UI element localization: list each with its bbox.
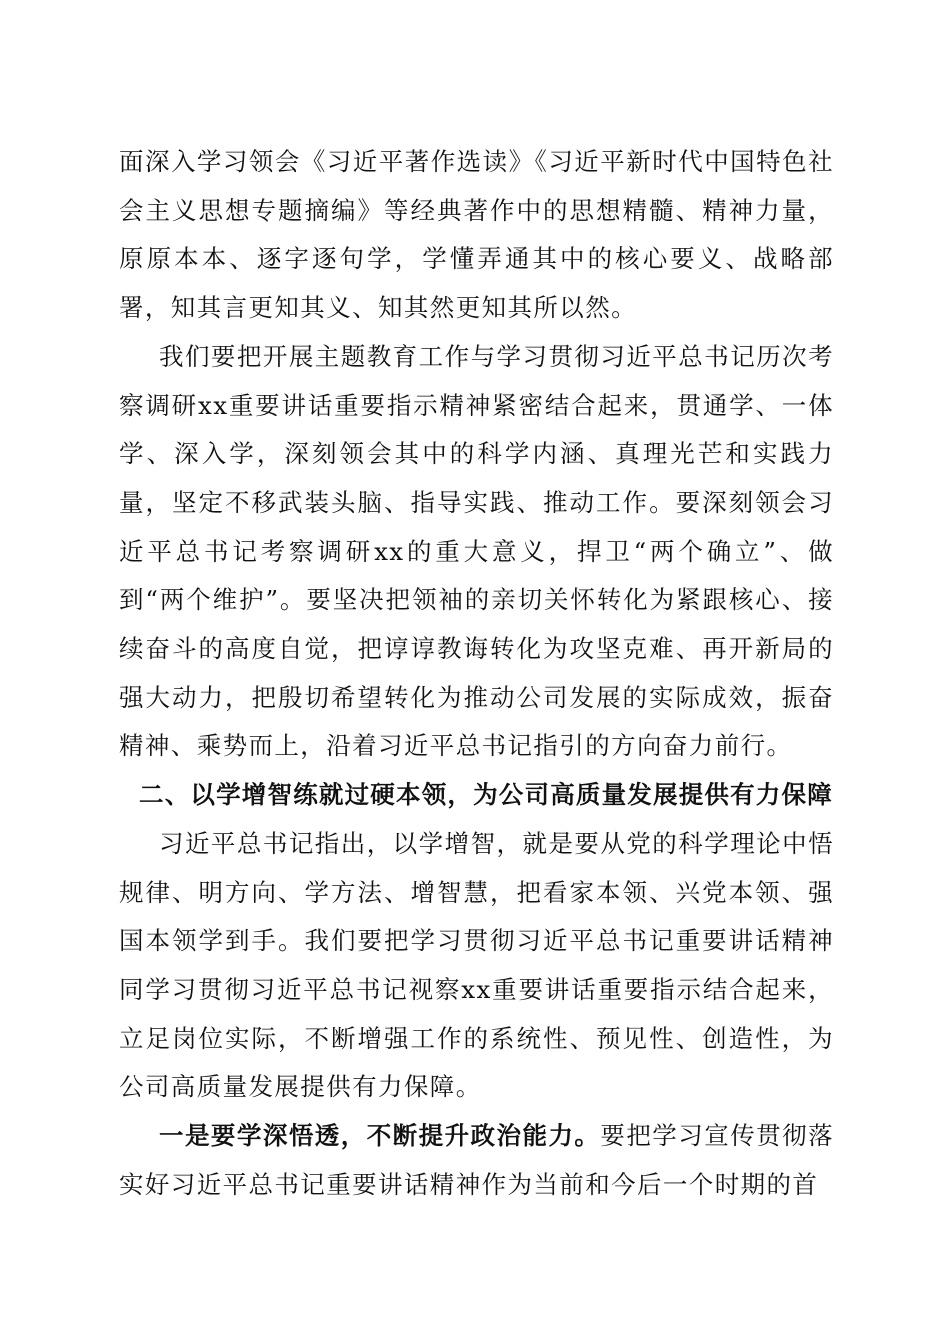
paragraph-political-ability bbox=[119, 1112, 834, 1209]
paragraph-learning-wisdom: 习近平总书记指出，以学增智，就是要从党的科学理论中悟规律、明方向、学方法、增智慧，把看家本领、兴党本领、强国本领学到手。我们要把学习贯彻习近平总书记重要讲话精神同学习贯彻习近平总书记视察xx重要讲话重要指示结合起来，立足岗位实际，不断增强工作的系统性、预见性、创造性，为公司高质量发展提供有力保障。 bbox=[119, 828, 834, 1102]
section-heading-two: 二、以学增智练就过硬本领，为公司高质量发展提供有力保障 bbox=[139, 780, 833, 810]
paragraph-study-inspection: 我们要把开展主题教育工作与学习贯彻习近平总书记历次考察调研xx重要讲话重要指示精神紧密结合起来，贯通学、一体学、深入学，深刻领会其中的科学内涵、真理光芒和实践力量，坚定不移武装头脑、指导实践、推动工作。要深刻领会习近平总书记考察调研xx的重大意义，捍卫“两个确立”、做到“两个维护”。要坚决把领袖的亲切关怀转化为紧跟核心、接续奋斗的高度自觉，把谆谆教诲转化为攻坚克难、再开新局的强大动力，把殷切希望转化为推动公司发展的实际成效，振奋精神、乘势而上，沿着习近平总书记指引的方向奋力前行。 bbox=[119, 341, 834, 761]
paragraph-lead-phrase: 一是要学深悟透，不断提升政治能力。 bbox=[159, 1121, 601, 1151]
document-body bbox=[119, 138, 834, 1209]
paragraph-body-text: 要把学习宣传贯彻落实好习近平总书记重要讲话精神作为当前和今后一个时期的首 bbox=[119, 1121, 834, 1199]
paragraph-continued: 面深入学习领会《习近平著作选读》《习近平新时代中国特色社会主义思想专题摘编》等经典著作中的思想精髓、精神力量，原原本本、逐字逐句学，学懂弄通其中的核心要义、战略部署，知其言更知其义、知其然更知其所以然。 bbox=[119, 147, 834, 323]
